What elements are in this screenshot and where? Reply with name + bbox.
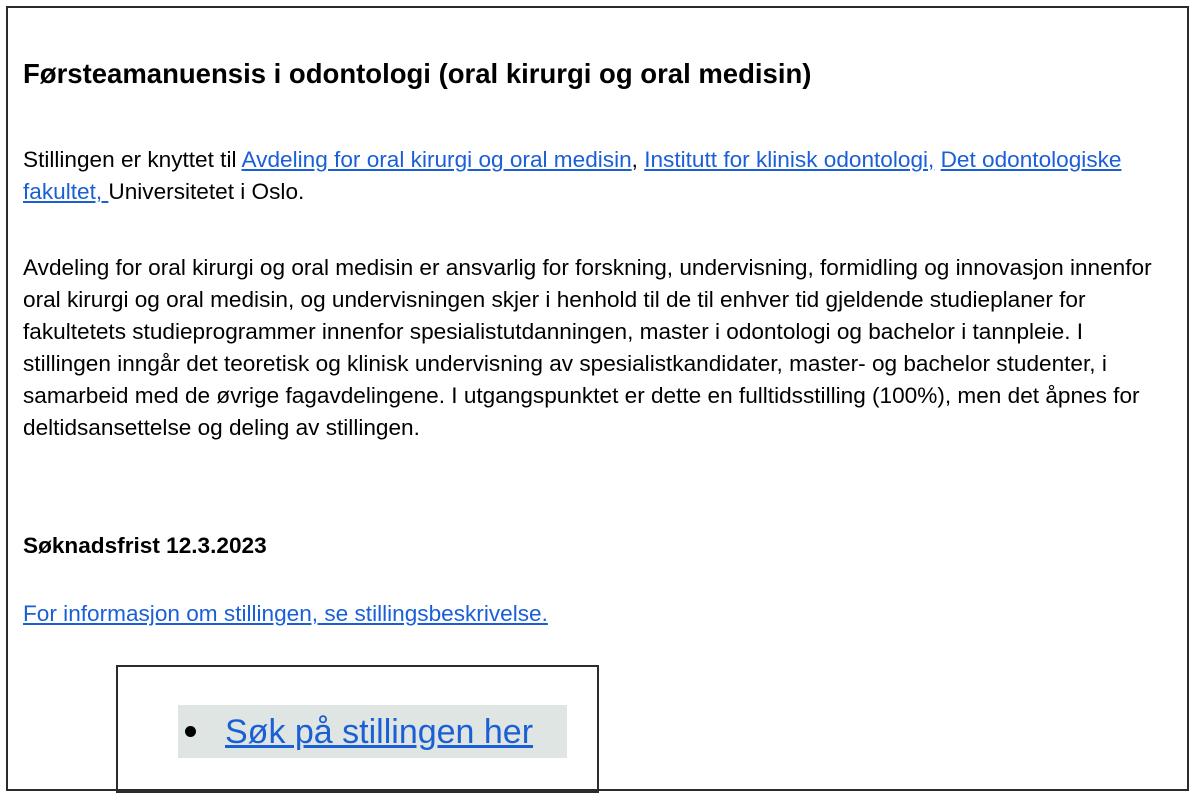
apply-link[interactable]: Søk på stillingen her: [225, 712, 534, 751]
info-paragraph: [23, 598, 548, 630]
intro-lead-text: Stillingen er knyttet til: [23, 147, 242, 172]
page-title: Førsteamanuensis i odontologi (oral kirurgi og oral medisin): [23, 58, 812, 89]
job-description-link[interactable]: For informasjon om stillingen, se stillingsbeskrivelse.: [23, 601, 548, 626]
intro-tail-text: Universitetet i Oslo.: [108, 179, 305, 204]
apply-box: [116, 665, 599, 793]
faculty-link[interactable]: Det odontologiske fakultet,: [23, 147, 1122, 204]
institute-link[interactable]: Institutt for klinisk odontologi,: [644, 147, 935, 172]
intro-paragraph: [23, 144, 1173, 208]
apply-list-item: [178, 705, 567, 758]
application-deadline: Søknadsfrist 12.3.2023: [23, 533, 267, 558]
bullet-icon: [185, 726, 196, 737]
description-paragraph: Avdeling for oral kirurgi og oral medisin er ansvarlig for forskning, undervisning, formidling og innovasjon innenfor oral kirurgi og oral medisin, og undervisningen skjer i henhold til de til enhver tid gjeldende studieplaner for fakultetets studieprogrammer innenfor spesialistutdanningen, master i odontologi og bachelor i tannpleie. I stillingen inngår det teoretisk og klinisk undervisning av spesialistkandidater, master- og bachelor studenter, i samarbeid med de øvrige fagavdelingene. I utgangspunktet er dette en fulltidsstilling (100%), men det åpnes for deltidsansettelse og deling av stillingen.: [23, 255, 1152, 440]
department-link[interactable]: Avdeling for oral kirurgi og oral medisin: [241, 147, 632, 172]
intro-separator: ,: [631, 147, 645, 172]
